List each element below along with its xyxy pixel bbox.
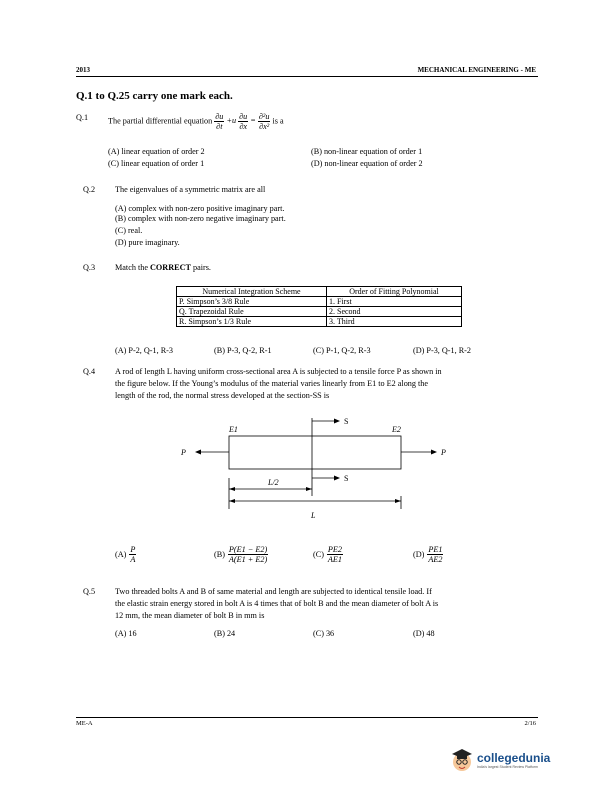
collegedunia-logo[interactable]	[450, 747, 550, 773]
q4-line-3: length of the rod, the normal stress developed at the section-SS is	[115, 391, 330, 400]
q3-option-a[interactable]: (A) P-2, Q-1, R-3	[115, 346, 173, 355]
footer-page: 2/16	[524, 720, 536, 727]
q1-option-c[interactable]: (C) linear equation of order 1	[108, 159, 205, 168]
q5-line-3: 12 mm, the mean diameter of bolt B in mm is	[115, 611, 265, 620]
rod-rectangle	[229, 436, 401, 469]
label-s-top: S	[344, 417, 349, 426]
header-year: 2013	[76, 66, 90, 74]
force-left-arrowhead	[195, 450, 201, 455]
frac-den: A	[130, 555, 136, 564]
q4-number: Q.4	[83, 367, 96, 376]
q1-stem: The partial differential equation	[108, 116, 213, 126]
header-rule	[76, 76, 538, 77]
frac-num: PE1	[428, 545, 443, 554]
force-right-arrowhead	[431, 450, 437, 455]
q3-table-header-1: Numerical Integration Scheme	[177, 287, 327, 297]
q3-text-bold: CORRECT	[150, 263, 191, 272]
section-title: Q.1 to Q.25 carry one mark each.	[76, 90, 233, 102]
q3-table	[176, 286, 462, 327]
q4-line-2: the figure below. If the Young’s modulus of the material varies linearly from E1 to E2 along the	[115, 379, 429, 388]
q3-text-pre: Match the	[115, 263, 151, 272]
q2-number: Q.2	[83, 185, 96, 194]
q5-line-2: the elastic strain energy stored in bolt A is 4 times that of bolt B and the mean diameter of bolt A is	[115, 599, 439, 608]
q3-table-cell: 3. Third	[327, 317, 462, 327]
q3-option-b[interactable]: (B) P-3, Q-2, R-1	[214, 346, 272, 355]
q4-option-a-label: (A)	[115, 549, 127, 559]
q3-table-cell: 1. First	[327, 297, 462, 307]
section-arrow-top-head	[334, 419, 340, 424]
q4-line-1: A rod of length L having uniform cross-sectional area A is subjected to a tensile force P as shown in	[115, 367, 442, 376]
q1-suffix: is a	[272, 116, 284, 126]
label-e1: E1	[229, 425, 238, 434]
frac-num: PE2	[327, 545, 343, 554]
logo-tagline: India's largest Student Review Platform	[477, 765, 538, 769]
q2-option-b[interactable]: (B) complex with non-zero negative imaginary part.	[115, 214, 286, 223]
footer-code: ME-A	[76, 720, 93, 727]
q2-option-d[interactable]: (D) pure imaginary.	[115, 238, 180, 247]
q4-option-c[interactable]	[313, 545, 343, 564]
q5-option-b[interactable]: (B) 24	[214, 629, 236, 638]
label-p-right: P	[441, 448, 446, 457]
q3-table-cell: R. Simpson’s 1/3 Rule	[177, 317, 327, 327]
label-length: L	[311, 511, 316, 520]
q4-option-d-fraction	[427, 545, 443, 564]
dim-half-arrow-right	[306, 487, 312, 491]
graduate-icon	[450, 747, 474, 773]
q1-option-a[interactable]: (A) linear equation of order 2	[108, 147, 205, 156]
label-half-length: L/2	[268, 478, 279, 487]
q4-figure	[170, 412, 460, 527]
q4-option-d[interactable]	[413, 545, 443, 564]
q3-table-cell: 2. Second	[327, 307, 462, 317]
q1-text	[108, 112, 284, 131]
q4-option-d-label: (D)	[413, 549, 425, 559]
q1-option-b[interactable]: (B) non-linear equation of order 1	[311, 147, 423, 156]
label-e2: E2	[392, 425, 401, 434]
dim-full-arrow-left	[229, 499, 235, 503]
frac-num: P(E1 − E2)	[228, 545, 268, 554]
q4-option-c-label: (C)	[313, 549, 324, 559]
q5-option-c[interactable]: (C) 36	[313, 629, 335, 638]
frac-num: P	[130, 545, 136, 554]
q5-option-d[interactable]: (D) 48	[413, 629, 435, 638]
q3-table-header-2: Order of Fitting Polynomial	[327, 287, 462, 297]
q2-option-a[interactable]: (A) complex with non-zero positive imaginary part.	[115, 204, 285, 213]
q3-text	[115, 263, 211, 273]
frac-den: AE1	[327, 555, 343, 564]
label-p-left: P	[181, 448, 186, 457]
q4-option-c-fraction	[327, 545, 343, 564]
header-paper: MECHANICAL ENGINEERING - ME	[417, 66, 536, 74]
q4-option-a-fraction	[129, 545, 136, 564]
footer-rule	[76, 717, 538, 718]
q3-option-c[interactable]: (C) P-1, Q-2, R-3	[313, 346, 371, 355]
section-arrow-bottom-head	[334, 476, 340, 481]
q4-option-b-label: (B)	[214, 549, 225, 559]
q1-number: Q.1	[76, 113, 89, 122]
q4-option-b-fraction	[228, 545, 268, 564]
q5-option-a[interactable]: (A) 16	[115, 629, 137, 638]
q2-text: The eigenvalues of a symmetric matrix are all	[115, 185, 266, 194]
q4-option-b[interactable]	[214, 545, 268, 564]
q5-number: Q.5	[83, 587, 96, 596]
frac-den: AE2	[428, 555, 443, 564]
q3-option-d[interactable]: (D) P-3, Q-1, R-2	[413, 346, 471, 355]
q2-option-c[interactable]: (C) real.	[115, 226, 143, 235]
q1-option-d[interactable]: (D) non-linear equation of order 2	[311, 159, 423, 168]
q4-option-a[interactable]	[115, 545, 136, 564]
q1-equation: $\frac{\partial u}{\partial t}$ +u $\frac{\partial u}{\partial x}$ = $\frac{\text{∂²u}}{\text{∂x²}}$	[215, 112, 270, 131]
label-s-bottom: S	[344, 474, 349, 483]
q3-number: Q.3	[83, 263, 96, 272]
q3-text-post: pairs.	[190, 263, 211, 272]
dim-full-arrow-right	[395, 499, 401, 503]
logo-name: collegedunia	[477, 751, 551, 765]
q5-line-1: Two threaded bolts A and B of same material and length are subjected to identical tensile load. If	[115, 587, 432, 596]
frac-den: A(E1 + E2)	[228, 555, 268, 564]
q3-table-cell: Q. Trapezoidal Rule	[177, 307, 327, 317]
dim-half-arrow-left	[229, 487, 235, 491]
q3-table-cell: P. Simpson’s 3/8 Rule	[177, 297, 327, 307]
